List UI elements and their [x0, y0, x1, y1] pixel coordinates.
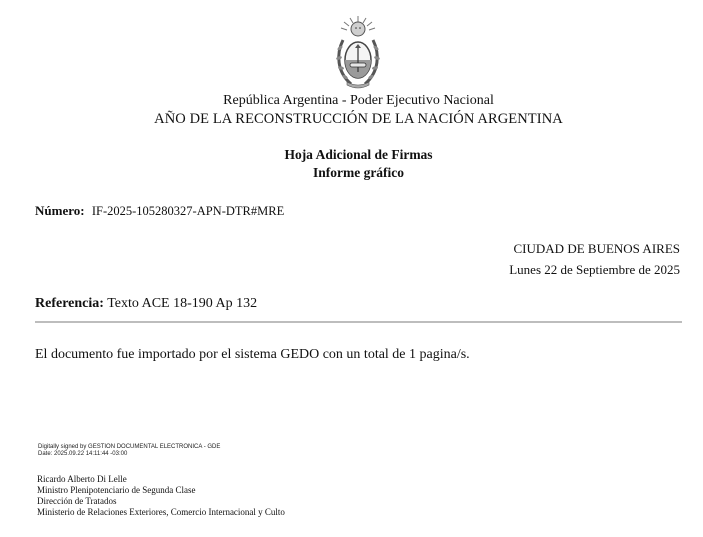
header-government-line: República Argentina - Poder Ejecutivo Nacional	[223, 93, 494, 108]
document-number-row	[35, 203, 284, 219]
signer-position: Ministro Plenipotenciario de Segunda Clase	[37, 485, 196, 495]
document-number-label: Número:	[35, 203, 85, 218]
signer-ministry: Ministerio de Relaciones Exteriores, Comercio Internacional y Culto	[37, 507, 285, 517]
digital-signature-date: Date: 2025.09.22 14:11:44 -03:00	[38, 451, 128, 457]
document-date: Lunes 22 de Septiembre de 2025	[509, 262, 680, 277]
coat-of-arms-icon	[333, 14, 383, 92]
reference-row	[35, 296, 257, 312]
body-text: El documento fue importado por el sistema GEDO con un total de 1 pagina/s.	[35, 347, 470, 362]
city: CIUDAD DE BUENOS AIRES	[513, 241, 680, 256]
document-subtitle: Informe gráfico	[312, 165, 405, 180]
reference-label: Referencia:	[35, 296, 104, 311]
document-title: Hoja Adicional de Firmas	[284, 147, 433, 162]
signer-block	[37, 474, 285, 518]
document-number-value: IF-2025-105280327-APN-DTR#MRE	[91, 204, 285, 218]
divider	[35, 321, 682, 323]
digital-signature-line: Digitally signed by GESTION DOCUMENTAL ELECTRONICA - GDE	[38, 444, 221, 450]
digital-signature-stamp	[38, 444, 220, 458]
reference-value: Texto ACE 18-190 Ap 132	[107, 296, 258, 311]
signer-office: Dirección de Tratados	[37, 496, 117, 506]
header-year-motto: AÑO DE LA RECONSTRUCCIÓN DE LA NACIÓN ARGENTINA	[154, 111, 563, 127]
signer-name: Ricardo Alberto Di Lelle	[37, 474, 127, 484]
